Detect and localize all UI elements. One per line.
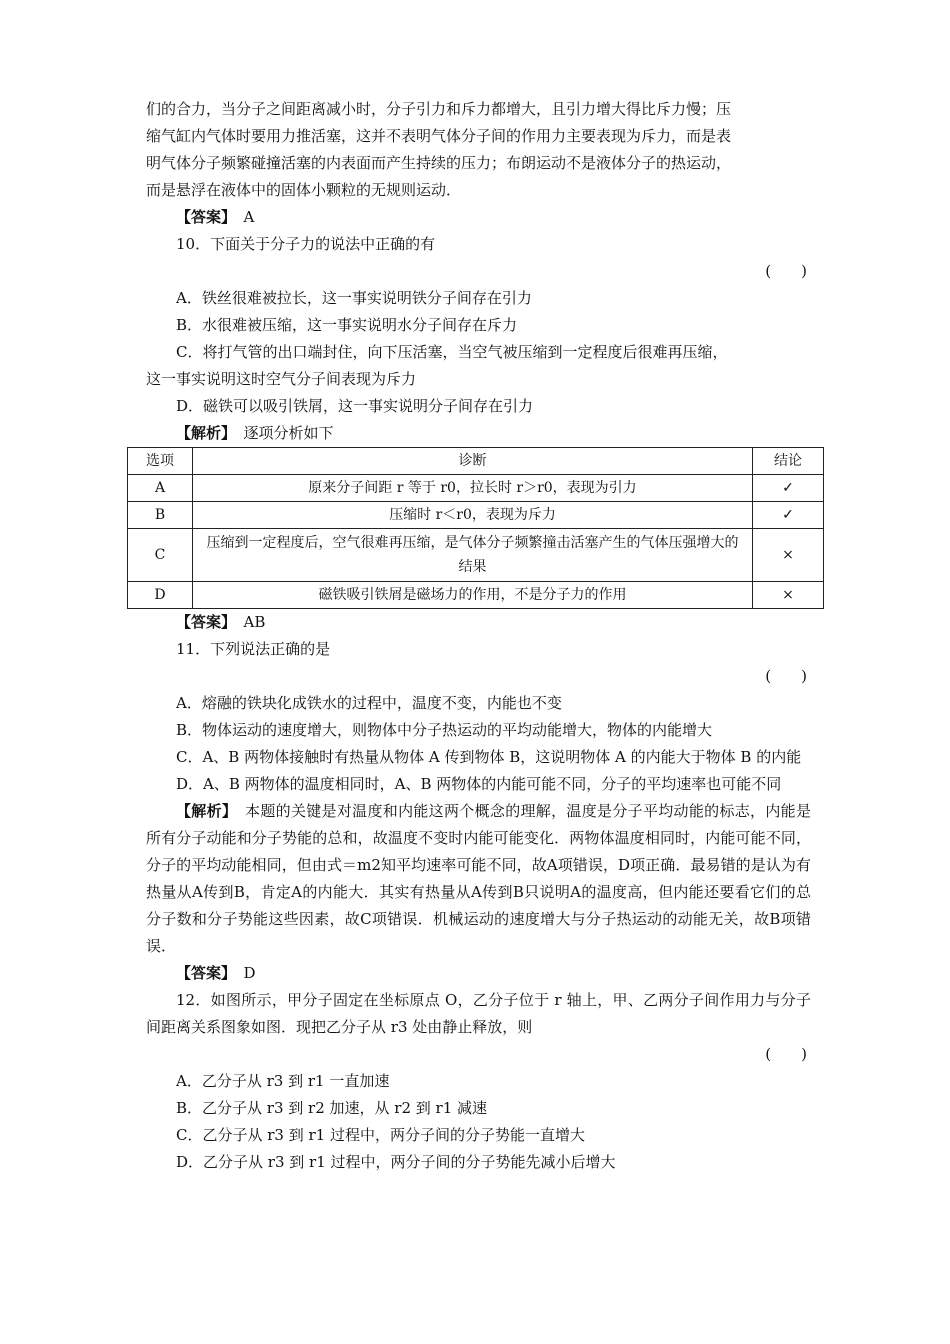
q10-stem: 10．下面关于分子力的说法中正确的有: [176, 235, 436, 253]
result-cell: ✓: [753, 502, 824, 529]
option-cell: A: [128, 475, 193, 502]
q9-answer: 【答案】 A: [176, 208, 255, 226]
q10-answer: 【答案】 AB: [176, 613, 266, 631]
table-row: [128, 475, 824, 502]
result-cell: ×: [753, 529, 824, 582]
table-header: 选项: [128, 448, 193, 475]
q11-option-d: D．A、B 两物体的温度相同时，A、B 两物体的内能可能不同，分子的平均速率也可能不同: [176, 775, 782, 793]
option-cell: C: [128, 529, 193, 582]
table-row: [128, 502, 824, 529]
table-row: [128, 582, 824, 609]
diagnosis-cell: 压缩时 r＜r0，表现为斥力: [193, 502, 753, 529]
answer-blank: ( ): [765, 1045, 807, 1063]
option-cell: D: [128, 582, 193, 609]
q11-option-b: B．物体运动的速度增大，则物体中分子热运动的平均动能增大，物体的内能增大: [176, 721, 713, 739]
diagnosis-cell: 磁铁吸引铁屑是磁场力的作用，不是分子力的作用: [193, 582, 753, 609]
q11-option-c: C．A、B 两物体接触时有热量从物体 A 传到物体 B，这说明物体 A 的内能大于物体 B 的内能: [176, 748, 802, 766]
q12-option-c: C．乙分子从 r3 到 r1 过程中，两分子间的分子势能一直增大: [176, 1126, 585, 1144]
q10-option-a: A．铁丝很难被拉长，这一事实说明铁分子间存在引力: [176, 289, 532, 307]
table-header: 结论: [753, 448, 824, 475]
answer-blank: ( ): [765, 262, 807, 280]
q10-option-c: C．将打气管的出口端封住，向下压活塞，当空气被压缩到一定程度后很难再压缩，: [176, 343, 728, 361]
q11-answer: 【答案】 D: [176, 964, 256, 982]
intro-line: 而是悬浮在液体中的固体小颗粒的无规则运动．: [146, 181, 462, 199]
q11-option-a: A．熔融的铁块化成铁水的过程中，温度不变，内能也不变: [176, 694, 562, 712]
analysis-table: [127, 447, 824, 609]
result-cell: ×: [753, 582, 824, 609]
q12-option-d: D．乙分子从 r3 到 r1 过程中，两分子间的分子势能先减小后增大: [176, 1153, 616, 1171]
option-cell: B: [128, 502, 193, 529]
intro-line: 明气体分子频繁碰撞活塞的内表面而产生持续的压力；布朗运动不是液体分子的热运动，: [146, 154, 732, 172]
table-header-row: [128, 448, 824, 475]
q11-analysis: 【解析】 本题的关键是对温度和内能这两个概念的理解，温度是分子平均动能的标志，内能是所有分子动能和分子势能的总和，故温度不变时内能可能变化．两物体温度相同时，内能可能不同，分子的平均动能相同，但由式＝m2知平均速率可能不同，故A项错误，D项正确．最易错的是认为有热量从A传到B，肯定A的内能大．其实有热量从A传到B只说明A的温度高，但内能还要看它们的总分子数和分子势能这些因素，故C项错误．机械运动的速度增大与分子热运动的动能无关，故B项错误．: [146, 802, 811, 955]
q12-option-b: B．乙分子从 r3 到 r2 加速，从 r2 到 r1 减速: [176, 1099, 488, 1117]
diagnosis-cell: 压缩到一定程度后，空气很难再压缩，是气体分子频繁撞击活塞产生的气体压强增大的结果: [193, 529, 753, 582]
q10-option-c-cont: 这一事实说明这时空气分子间表现为斥力: [146, 370, 417, 388]
table-header: 诊断: [193, 448, 753, 475]
q10-option-d: D．磁铁可以吸引铁屑，这一事实说明分子间存在引力: [176, 397, 534, 415]
q12-stem: 12．如图所示，甲分子固定在坐标原点 O，乙分子位于 r 轴上，甲、乙两分子间作用力与分子间距离关系图象如图．现把乙分子从 r3 处由静止释放，则: [146, 991, 811, 1036]
q10-option-b: B．水很难被压缩，这一事实说明水分子间存在斥力: [176, 316, 518, 334]
q10-analysis: 【解析】 逐项分析如下: [176, 424, 334, 442]
q12-option-a: A．乙分子从 r3 到 r1 一直加速: [176, 1072, 390, 1090]
table-row: [128, 529, 824, 582]
diagnosis-cell: 原来分子间距 r 等于 r0，拉长时 r＞r0，表现为引力: [193, 475, 753, 502]
intro-line: 缩气缸内气体时要用力推活塞，这并不表明气体分子间的作用力主要表现为斥力，而是表: [146, 127, 732, 145]
document-page: [146, 96, 811, 1176]
result-cell: ✓: [753, 475, 824, 502]
q11-stem: 11．下列说法正确的是: [176, 640, 331, 658]
intro-line: 们的合力，当分子之间距离减小时，分子引力和斥力都增大，且引力增大得比斥力慢；压: [146, 100, 732, 118]
answer-blank: ( ): [765, 667, 807, 685]
